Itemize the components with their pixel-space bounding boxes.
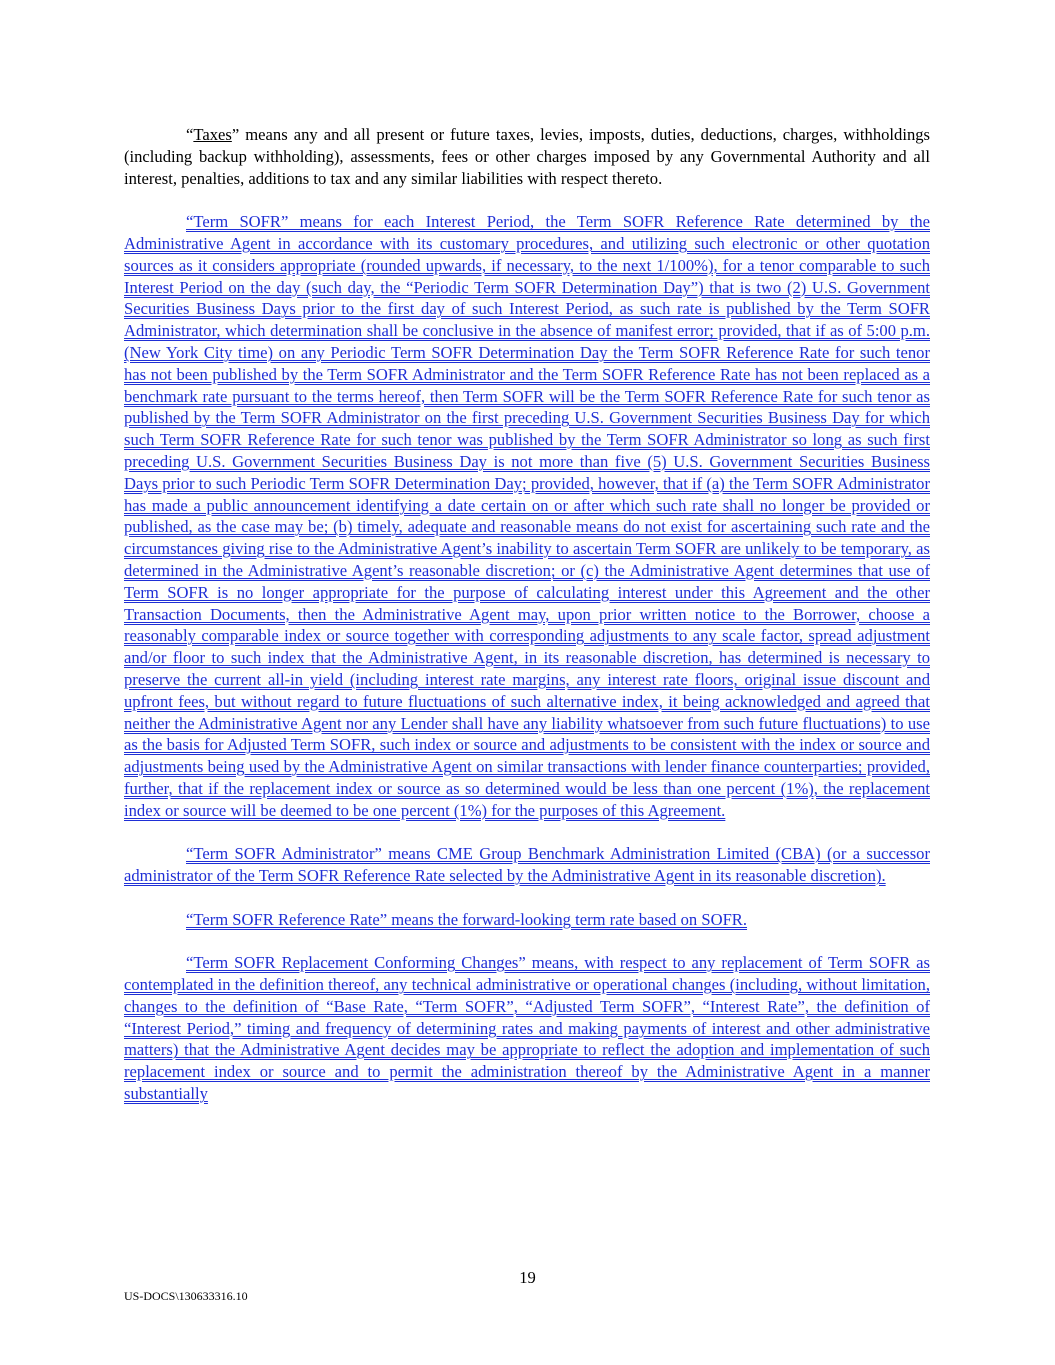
defined-term-taxes: Taxes	[193, 125, 232, 144]
document-id: US-DOCS\130633316.10	[124, 1289, 248, 1303]
document-body	[124, 124, 930, 1105]
inserted-text-term-sofr-reference-rate: “Term SOFR Reference Rate” means the forward-looking term rate based on SOFR.	[186, 909, 748, 929]
definition-term-sofr	[124, 211, 930, 821]
inserted-text-term-sofr-administrator: “Term SOFR Administrator” means CME Group Benchmark Administration Limited (CBA) (or a successor administrator of the Term SOFR Reference Rate selected by the Administrative Agent in its reasonable discretion).	[124, 844, 930, 886]
page-number: 19	[519, 1268, 536, 1287]
definition-term-sofr-reference-rate	[124, 909, 930, 931]
definition-taxes	[124, 124, 930, 189]
inserted-text-term-sofr-replacement-conforming-changes: “Term SOFR Replacement Conforming Changes” means, with respect to any replacement of Term SOFR as contemplated in the definition thereof, any technical administrative or operational changes (including, without limitation, changes to the definition of “Base Rate, “Term SOFR”, “Adjusted Term SOFR”, “Interest Rate”, the definition of “Interest Period,” timing and frequency of determining rates and making payments of interest and other administrative matters) that the Administrative Agent decides may be appropriate to reflect the adoption and implementation of such replacement index or source and to permit the administration thereof by the Administrative Agent in a manner substantially	[124, 953, 930, 1104]
definition-term-sofr-administrator	[124, 843, 930, 887]
definition-taxes-text: means any and all present or future taxes, levies, imposts, duties, deductions, charges, withholdings (including backup withholding), assessments, fees or other charges imposed by any Governmental Authority and all interest, penalties, additions to tax and any similar liabilities with respect thereto.	[124, 125, 930, 188]
inserted-text-term-sofr: “Term SOFR” means for each Interest Period, the Term SOFR Reference Rate determined by the Administrative Agent in accordance with its customary procedures, and utilizing such electronic or other quotation sources as it considers appropriate (rounded upwards, if necessary, to the next 1/100%), for a tenor comparable to such Interest Period on the day (such day, the “Periodic Term SOFR Determination Day”) that is two (2) U.S. Government Securities Business Days prior to the first day of such Interest Period, as such rate is published by the Term SOFR Administrator, which determination shall be conclusive in the absence of manifest error; provided, that if as of 5:00 p.m. (New York City time) on any Periodic Term SOFR Determination Day the Term SOFR Reference Rate for such tenor has not been published by the Term SOFR Administrator and the Term SOFR Reference Rate has not been replaced as a benchmark rate pursuant to the terms hereof, then Term SOFR will be the Term SOFR Reference Rate for such tenor as published by the Term SOFR Administrator on the first preceding U.S. Government Securities Business Day for which such Term SOFR Reference Rate for such tenor was published by the Term SOFR Administrator so long as such first preceding U.S. Government Securities Business Day is not more than five (5) U.S. Government Securities Business Days prior to such Periodic Term SOFR Determination Day; provided, however, that if (a) the Term SOFR Administrator has made a public announcement identifying a date certain on or after which such rate shall no longer be provided or published, as the case may be; (b) timely, adequate and reasonable means do not exist for ascertaining such rate and the circumstances giving rise to the Administrative Agent’s inability to ascertain Term SOFR are unlikely to be temporary, as determined in the Administrative Agent’s reasonable discretion; or (c) the Administrative Agent determines that use of Term SOFR is no longer appropriate for the purpose of calculating interest under this Agreement and the other Transaction Documents, then the Administrative Agent may, upon prior written notice to the Borrower, choose a reasonably comparable index or source together with corresponding adjustments to any scale factor, spread adjustment and/or floor to such index that the Administrative Agent, in its reasonable discretion, has determined is necessary to preserve the current all-in yield (including interest rate margins, any interest rate floors, original issue discount and upfront fees, but without regard to future fluctuations of such alternative index, it being acknowledged and agreed that neither the Administrative Agent nor any Lender shall have any liability whatsoever from such future fluctuations) to use as the basis for Adjusted Term SOFR, such index or source and adjustments to be consistent with the index or source and adjustments being used by the Administrative Agent on similar transactions with lender finance counterparties; provided, further, that if the replacement index or source as so determined would be less than one percent (1%), the replacement index or source will be deemed to be one percent (1%) for the purposes of this Agreement.	[124, 212, 930, 820]
definition-term-sofr-replacement-conforming-changes	[124, 952, 930, 1105]
open-quote: “	[186, 125, 194, 144]
close-quote: ”	[231, 125, 240, 144]
